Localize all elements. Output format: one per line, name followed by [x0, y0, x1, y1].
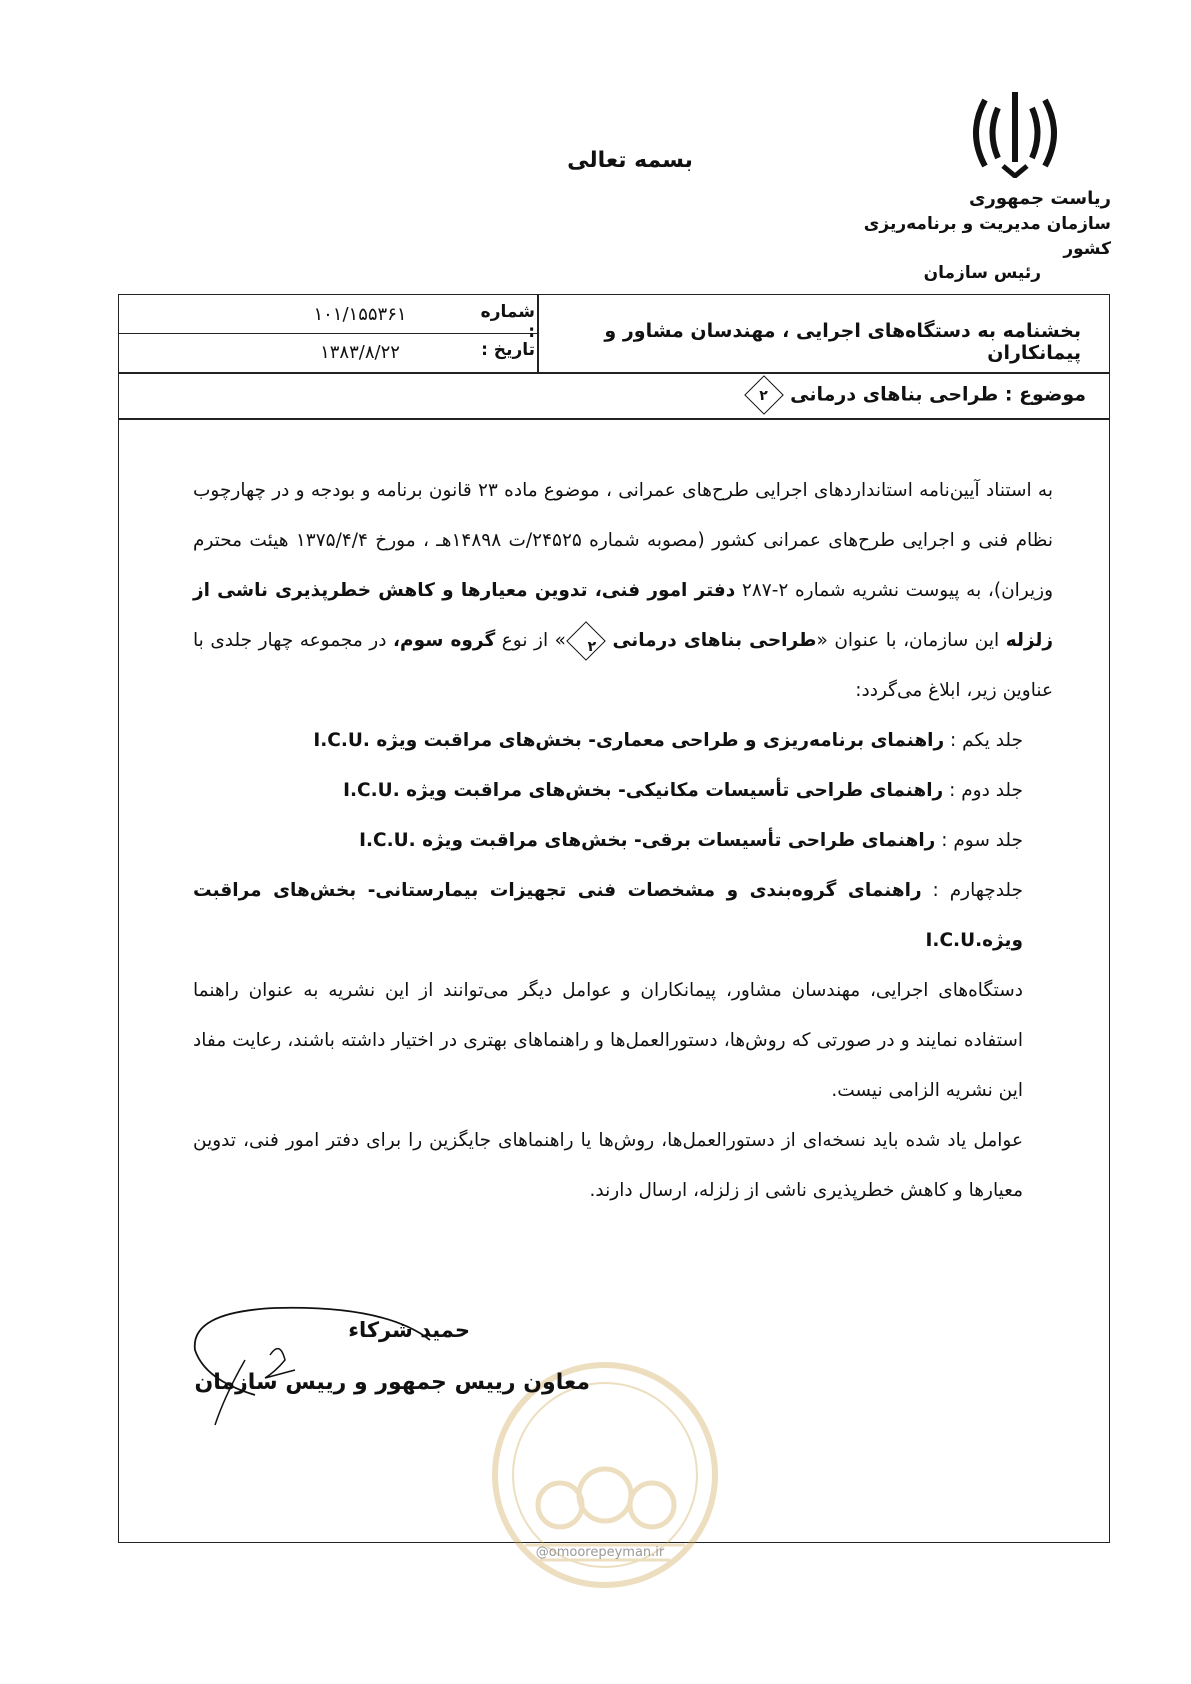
body-paragraph-1: به استناد آیین‌نامه استانداردهای اجرایی طرح‌های عمرانی ، موضوع ماده ۲۳ قانون برنامه و بودجه و در چهارچوب نظام فنی و اجرایی طرح‌های عمرانی کشور (مصوبه شماره ۲۴۵۲۵/ت ۱۴۸۹۸هـ ، مورخ ۱۳۷۵/۴/۴ هیئت محترم وزیران)، به پیوست نشریه شماره ۲-۲۸۷ دفتر امور فنی، تدوین معیارها و کاهش خطرپذیری ناشی از زلزله این سازمان، با عنوان «طراحی بناهای درمانی ۲» از نوع گروه سوم، در مجموعه چهار جلدی با عناوین زیر، ابلاغ می‌گردد: [193, 480, 1054, 701]
subject-line [486, 381, 1086, 409]
signatory-title: معاون رییس جمهور و رییس سازمان [194, 1370, 590, 1395]
volume-3: جلد سوم : راهنمای طراحی تأسیسات برقی- بخش‌های مراقبت ویژه .I.C.U [359, 830, 1023, 851]
signatory-name: حمید شرکاء [348, 1318, 470, 1342]
volume-4: جلدچهارم : راهنمای گروه‌بندی و مشخصات فنی تجهیزات بیمارستانی- بخش‌های مراقبت ویژه.I.C.U [193, 880, 1023, 951]
issuer-block [811, 186, 1111, 286]
volume-number-badge: ۲ [566, 621, 606, 661]
iran-emblem-icon [965, 88, 1065, 178]
body-paragraph-2: دستگاه‌های اجرایی، مهندسان مشاور، پیمانکاران و عوامل دیگر می‌توانند از این نشریه به عنوان راهنما استفاده نمایند و در صورتی که روش‌ها، دستورالعمل‌ها و راهنماهای بهتری در اختیار داشته باشند، رعایت مفاد این نشریه الزامی نیست. [193, 980, 1023, 1101]
volume-1: جلد یکم : راهنمای برنامه‌ریزی و طراحی معماری- بخش‌های مراقبت ویژه .I.C.U [313, 730, 1023, 751]
issuer-line-presidency: ریاست جمهوری [969, 188, 1111, 209]
recipients-line: بخشنامه به دستگاه‌های اجرایی ، مهندسان مشاور و پیمانکاران [604, 320, 1081, 364]
volume-2: جلد دوم : راهنمای طراحی تأسیسات مکانیکی- بخش‌های مراقبت ویژه .I.C.U [343, 780, 1023, 801]
letter-number: ۱۰۱/۱۵۵۳۶۱ [313, 304, 407, 325]
subject-text: موضوع : طراحی بناهای درمانی [790, 383, 1086, 406]
letter-date: ۱۳۸۳/۸/۲۲ [320, 342, 400, 363]
volume-number-badge: ۲ [744, 375, 784, 415]
letter-body [193, 466, 1053, 1216]
bismillah-heading: بسمه تعالی [567, 148, 693, 173]
issuer-line-organization: سازمان مدیریت و برنامه‌ریزی کشور [863, 214, 1111, 259]
issuer-line-head: رئیس سازمان [923, 263, 1041, 284]
source-watermark: @omoorepeyman.ir [535, 1545, 665, 1560]
body-paragraph-3: عوامل یاد شده باید نسخه‌ای از دستورالعمل‌ها، روش‌ها یا راهنماهای جایگزین را برای دفتر امور فنی، تدوین معیارها و کاهش خطرپذیری ناشی از زلزله، ارسال دارند. [193, 1130, 1023, 1201]
number-label: شماره : [480, 302, 535, 342]
date-label: تاریخ : [481, 340, 535, 360]
subject-divider [118, 418, 1110, 420]
header-divider [118, 372, 1110, 374]
